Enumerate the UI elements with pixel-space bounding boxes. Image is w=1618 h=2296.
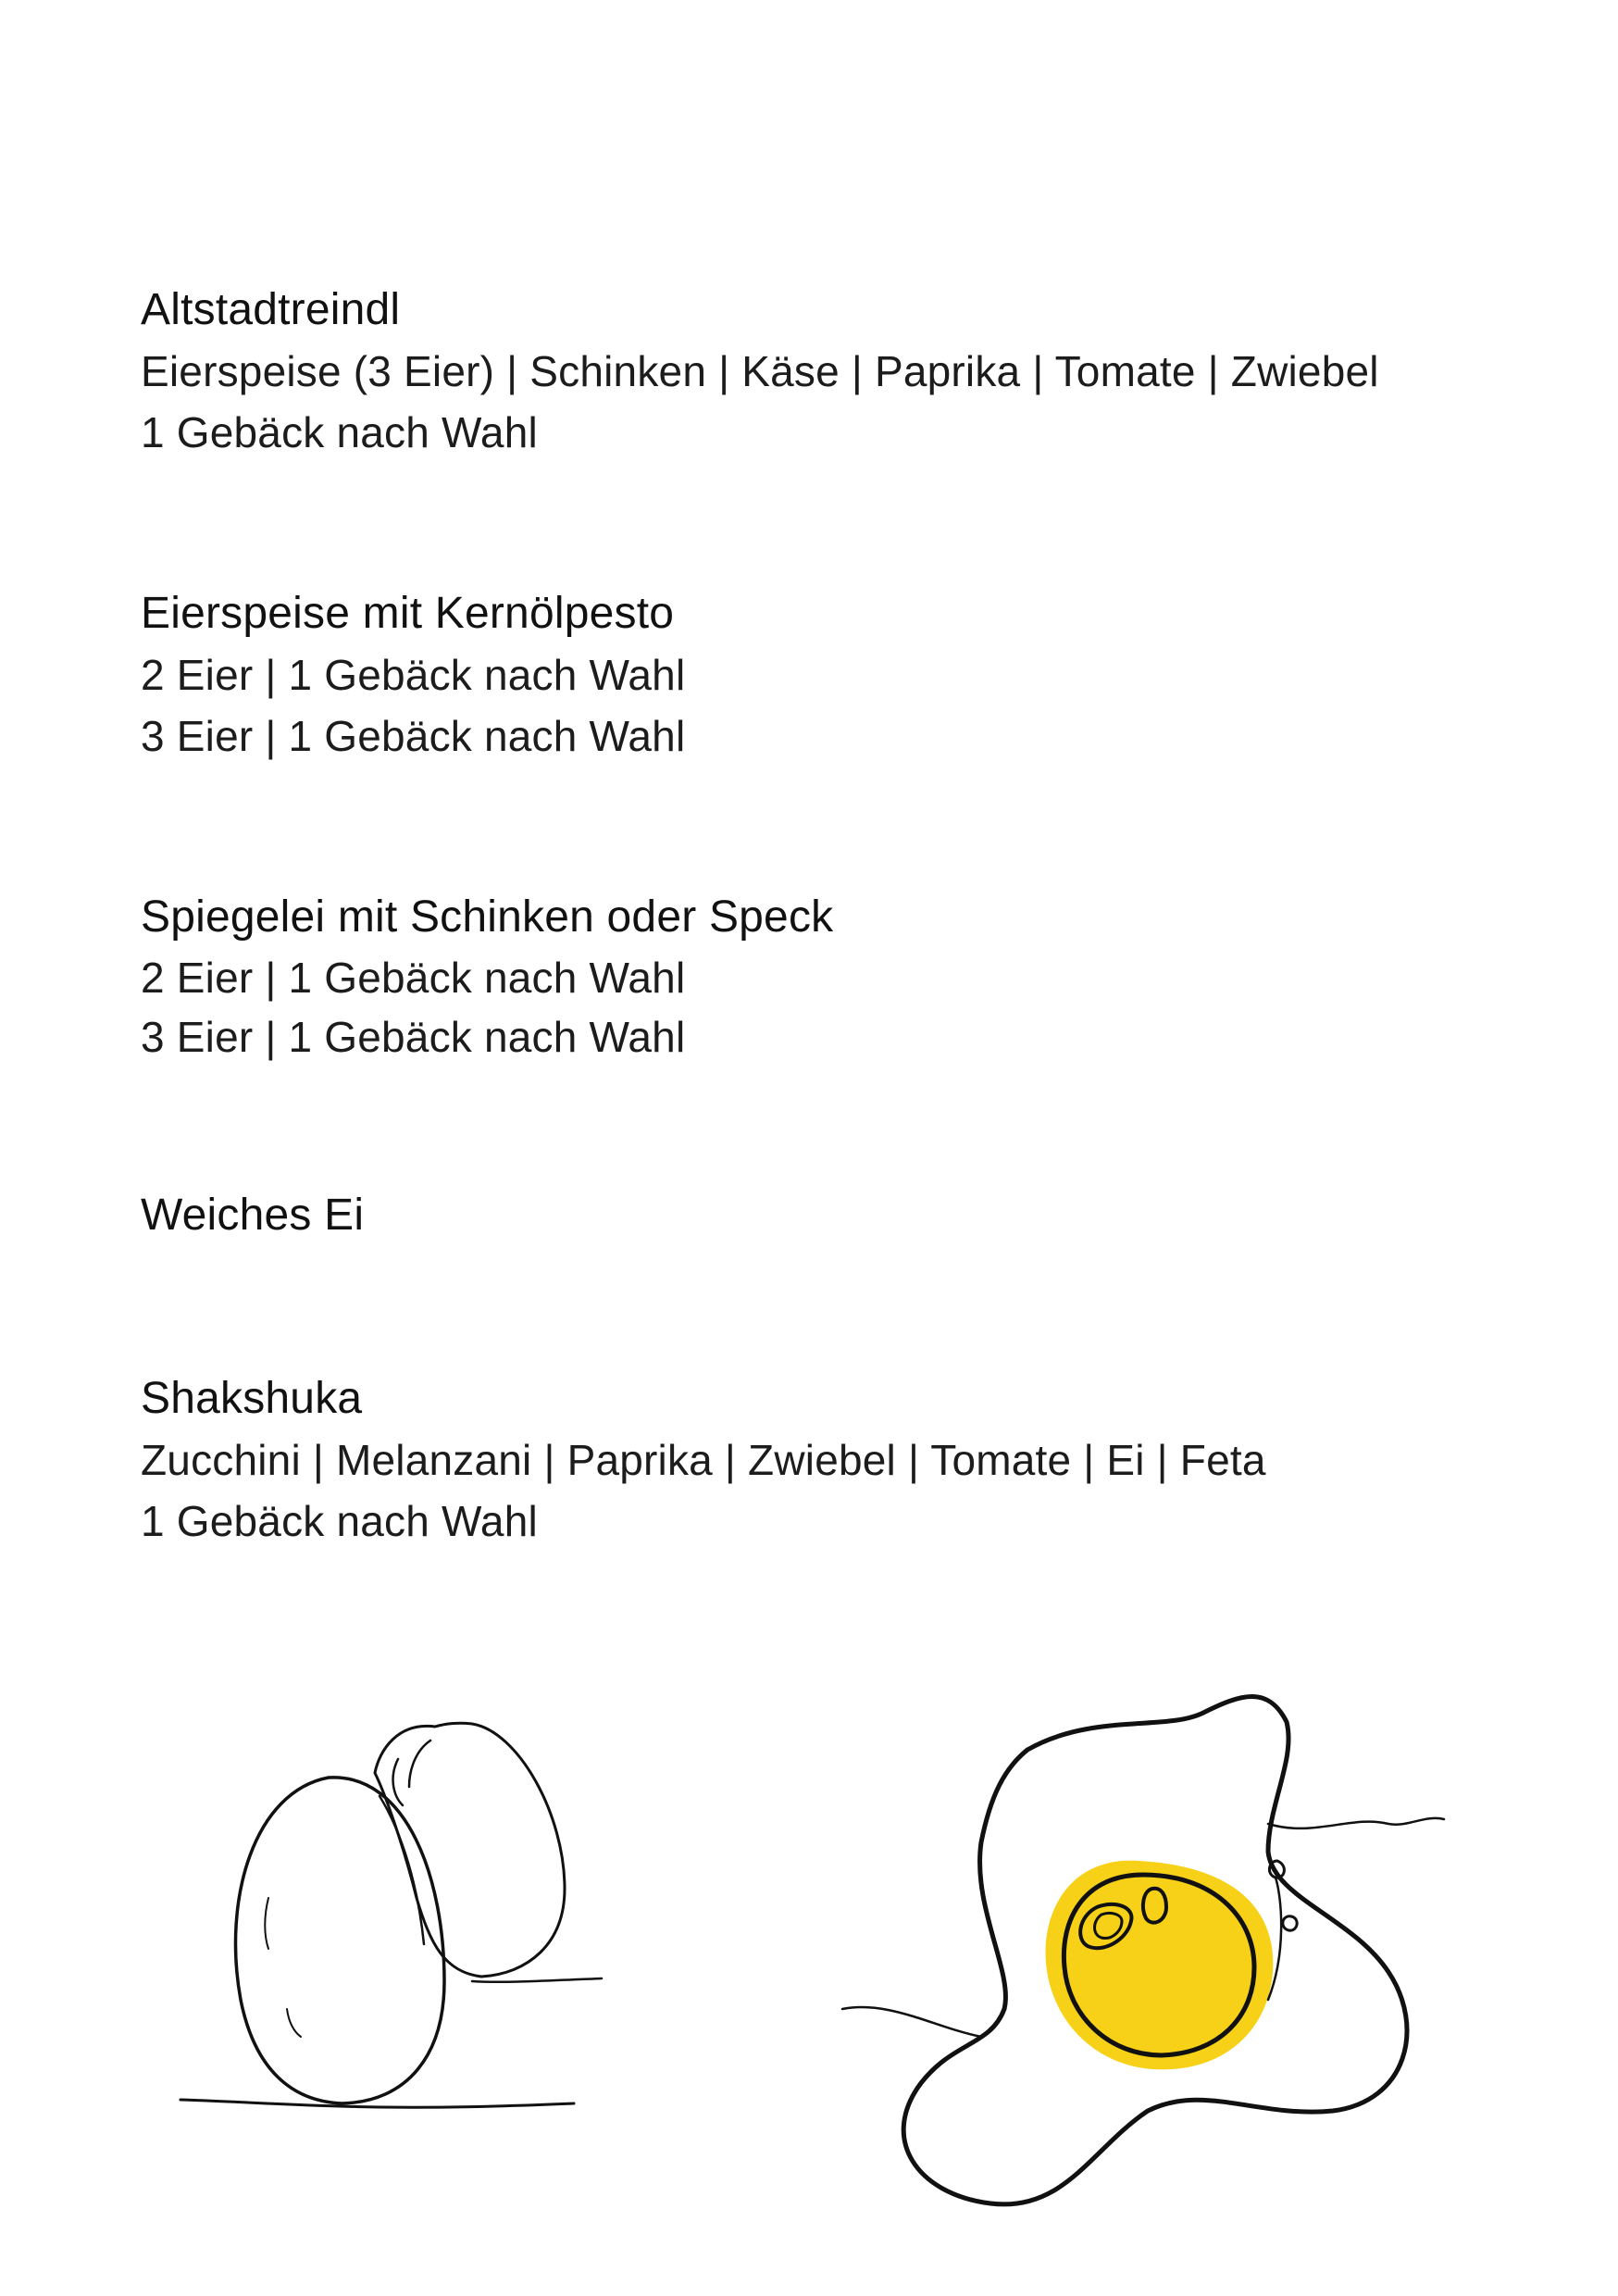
- menu-item-description: 2 Eier | 1 Gebäck nach Wahl: [141, 651, 686, 699]
- fried-egg-icon: [833, 1676, 1500, 2231]
- menu-item-altstadtreindl: [141, 280, 1529, 463]
- menu-item-description: 1 Gebäck nach Wahl: [141, 1497, 538, 1545]
- menu-item-title: Eierspeise mit Kernölpesto: [141, 589, 675, 638]
- menu-item-description: 3 Eier | 1 Gebäck nach Wahl: [141, 712, 686, 760]
- menu-item-eierspeise-kernoelpesto: [141, 583, 1529, 767]
- menu-item-description: Eierspeise (3 Eier) | Schinken | Käse | Paprika | Tomate | Zwiebel: [141, 347, 1379, 395]
- menu-item-shakshuka: [141, 1368, 1529, 1552]
- menu-item-title: Altstadtreindl: [141, 285, 401, 334]
- menu-item-description: 2 Eier | 1 Gebäck nach Wahl: [141, 954, 686, 1002]
- menu-item-description: 1 Gebäck nach Wahl: [141, 408, 538, 456]
- menu-item-weiches-ei: [141, 1185, 1529, 1246]
- menu-item-title: Spiegelei mit Schinken oder Speck: [141, 892, 834, 942]
- two-eggs-icon: [167, 1703, 629, 2148]
- menu-item-description: 3 Eier | 1 Gebäck nach Wahl: [141, 1013, 686, 1061]
- menu-item-title: Shakshuka: [141, 1374, 363, 1423]
- menu-item-spiegelei: [141, 887, 1529, 1067]
- menu-item-title: Weiches Ei: [141, 1191, 365, 1240]
- menu-item-description: Zucchini | Melanzani | Paprika | Zwiebel | Tomate | Ei | Feta: [141, 1436, 1266, 1484]
